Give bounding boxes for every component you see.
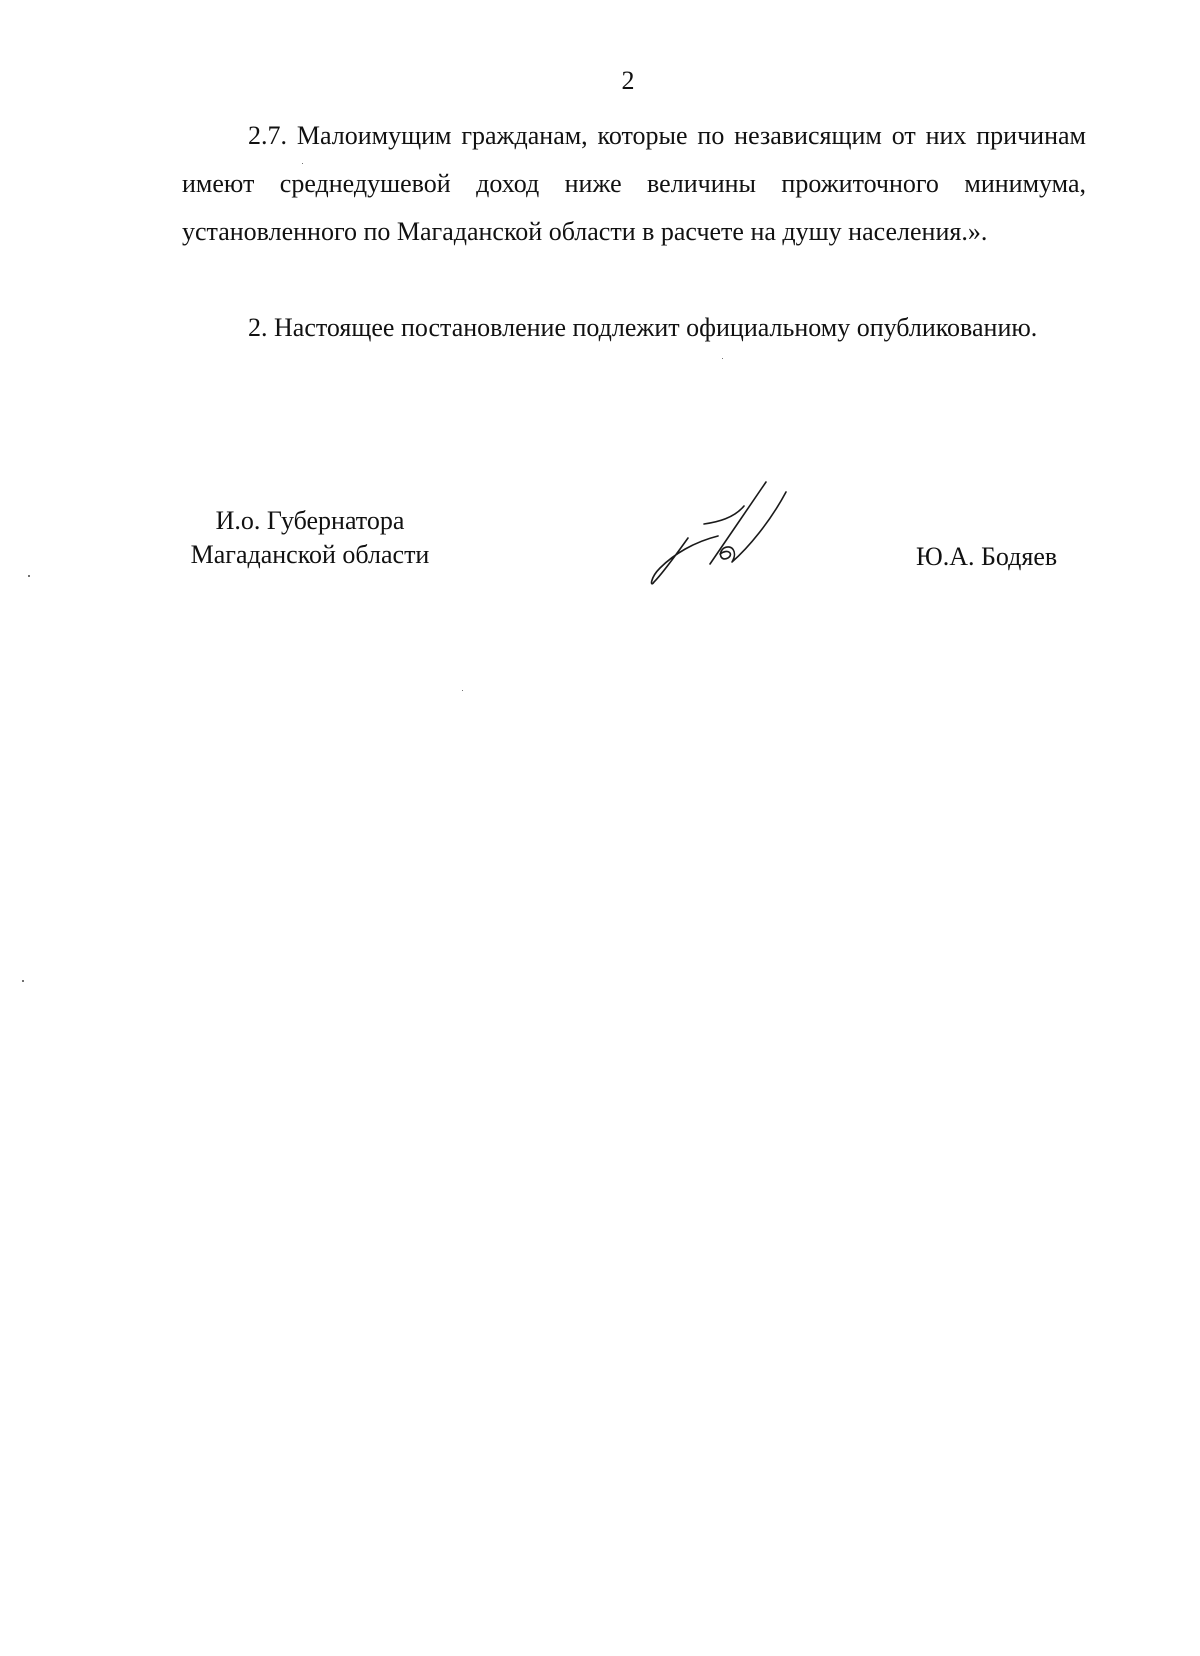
paragraph-publication — [182, 304, 1086, 352]
scan-speck — [722, 358, 723, 359]
scan-speck — [28, 575, 30, 577]
handwritten-signature — [648, 478, 808, 588]
signatory-title — [160, 504, 460, 572]
signatory-name: Ю.А. Бодяев — [916, 542, 1058, 571]
paragraph-2-7 — [182, 112, 1086, 256]
signatory-title-line-2: Магаданской области — [190, 540, 430, 569]
scan-speck — [302, 163, 303, 164]
paragraph-text: 2. Настоящее постановление подлежит официальному опубликованию. — [248, 313, 1038, 342]
signatory-title-line-1: И.о. Губернатора — [215, 506, 405, 535]
scan-speck — [22, 980, 24, 982]
scan-speck — [462, 690, 463, 691]
paragraph-text: 2.7. Малоимущим гражданам, которые по независящим от них причинам имеют среднедушевой доход ниже величины прожиточного минимума, установленного по Магаданской области в расчете на душу населения.». — [182, 121, 1086, 246]
page-number: 2 — [621, 66, 635, 95]
